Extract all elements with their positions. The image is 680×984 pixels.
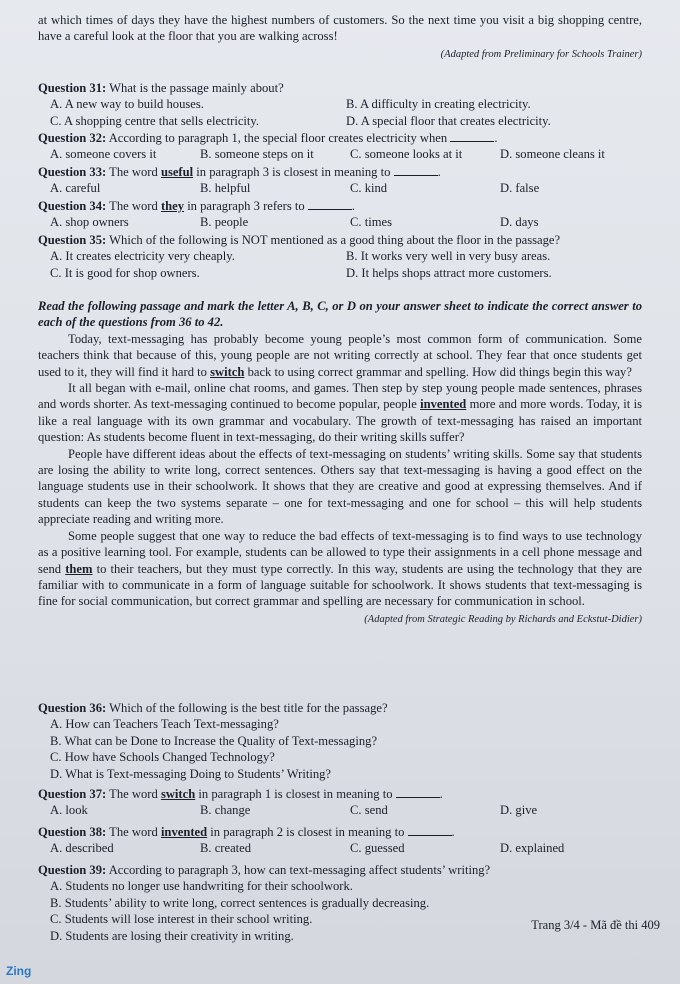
- q38-keyword: invented: [160, 825, 208, 839]
- q39-text: According to paragraph 3, how can text-messaging affect students’ writing?: [108, 863, 491, 877]
- q32-option-c[interactable]: C. someone looks at it: [350, 147, 463, 162]
- q35-option-b[interactable]: B. It works very well in very busy areas.: [346, 249, 551, 264]
- question-31: [38, 80, 642, 129]
- q33-option-a[interactable]: A. careful: [50, 181, 101, 196]
- q37-option-d[interactable]: D. give: [500, 803, 538, 818]
- answer-blank: [308, 199, 352, 210]
- answer-blank: [394, 165, 438, 176]
- q32-option-d[interactable]: D. someone cleans it: [500, 147, 605, 162]
- p2-keyword: invented: [420, 397, 467, 412]
- q38-option-c[interactable]: C. guessed: [350, 841, 405, 856]
- p4-keyword: them: [65, 561, 93, 576]
- q32-text: According to paragraph 1, the special floor creates electricity when: [108, 131, 448, 145]
- q31-option-d[interactable]: D. A special floor that creates electricity.: [346, 113, 551, 128]
- q35-option-c[interactable]: C. It is good for shop owners.: [50, 265, 200, 280]
- q39-option-b[interactable]: B. Students’ ability to write long, correct sentences is gradually decreasing.: [50, 895, 430, 910]
- q32-label: Question 32:: [38, 131, 107, 145]
- answer-blank: [396, 787, 440, 798]
- intro-text: at which times of days they have the highest numbers of customers. So the next time you visit a big shopping centre, have a careful look at the floor that you are walking across!: [38, 13, 642, 44]
- zing-logo: Zing: [6, 964, 32, 978]
- q35-label: Question 35:: [38, 233, 107, 247]
- q37-keyword: switch: [160, 787, 196, 801]
- q32-option-b[interactable]: B. someone steps on it: [200, 147, 314, 162]
- q33-label: Question 33:: [38, 165, 107, 179]
- q31-text: What is the passage mainly about?: [109, 81, 284, 95]
- q39-option-c[interactable]: C. Students will lose interest in their school writing.: [50, 912, 313, 927]
- q37-post: in paragraph 1 is closest in meaning to: [198, 787, 393, 801]
- source-note-2: (Adapted from Strategic Reading by Richards and Eckstut-Didier): [364, 613, 642, 625]
- q37-option-c[interactable]: C. send: [350, 803, 388, 818]
- section-instruction: Read the following passage and mark the letter A, B, C, or D on your answer sheet to indicate the correct answer to each of the questions from 36 to 42.: [38, 299, 642, 330]
- p1-text-a: Today, text-messaging has probably become young people’s most common form of communication. Some teachers think that because of this, young people are not writing correctly at school. They fear that once students get used to it, they will find it hard to: [38, 331, 642, 379]
- q35-option-d[interactable]: D. It helps shops attract more customers.: [346, 265, 552, 280]
- q31-option-a[interactable]: A. A new way to build houses.: [50, 97, 204, 112]
- q34-option-a[interactable]: A. shop owners: [50, 215, 129, 230]
- q33-keyword: useful: [160, 165, 194, 179]
- p4-text-b: to their teachers, but they must type correctly. In this way, students are using the technology that they are familiar with to communicate in a form of language suitable for schoolwork. It shows students that text-messaging is fine for social communication, but correct grammar and spelling are necessary for communication in school.: [38, 561, 642, 609]
- q39-label: Question 39:: [38, 863, 107, 877]
- p2-text-b: more and more words. Today, it is like a real language with its own grammar and vocabulary. The growth of text-messaging has raised an important question: As students become fluent in text-messaging, do their writing skills suffer?: [38, 397, 642, 445]
- q35-text: Which of the following is NOT mentioned as a good thing about the floor in the passage?: [109, 233, 561, 247]
- passage-paragraph-1: [38, 331, 642, 380]
- question-32: Question 32: According to paragraph 1, the special floor creates electricity when . A. someone covers it B. someone steps on it C. someone looks at it D. someone cleans it: [38, 130, 642, 163]
- q35-option-a[interactable]: A. It creates electricity very cheaply.: [50, 249, 235, 264]
- q33-option-b[interactable]: B. helpful: [200, 181, 251, 196]
- answer-blank: [408, 825, 452, 836]
- q37-option-a[interactable]: A. look: [50, 803, 88, 818]
- q34-option-d[interactable]: D. days: [500, 215, 539, 230]
- p2-text-a: It all began with e-mail, online chat rooms, and games. Then step by step young people made sentences, phrases and words shorter. As text-messaging continued to become popular, people: [38, 381, 642, 412]
- q36-label: Question 36:: [38, 701, 107, 715]
- p1-keyword: switch: [210, 364, 245, 379]
- question-34: Question 34: The word they in paragraph 3 refers to . A. shop owners B. people C. times D. days: [38, 198, 642, 231]
- q37-option-b[interactable]: B. change: [200, 803, 251, 818]
- q39-option-d[interactable]: D. Students are losing their creativity in writing.: [50, 928, 294, 943]
- question-35: [38, 232, 642, 281]
- q31-option-b[interactable]: B. A difficulty in creating electricity.: [346, 97, 531, 112]
- source-note-1: (Adapted from Preliminary for Schools Trainer): [440, 48, 642, 60]
- page-footer: Trang 3/4 - Mã đề thi 409: [531, 918, 660, 932]
- q33-option-c[interactable]: C. kind: [350, 181, 388, 196]
- q31-option-c[interactable]: C. A shopping centre that sells electricity.: [50, 113, 260, 128]
- q34-pre: The word: [109, 199, 158, 213]
- question-38: Question 38: The word invented in paragraph 2 is closest in meaning to . A. described B. created C. guessed D. explained: [38, 824, 642, 857]
- q39-option-a[interactable]: A. Students no longer use handwriting for their schoolwork.: [50, 879, 353, 894]
- q38-option-d[interactable]: D. explained: [500, 841, 565, 856]
- answer-blank: [450, 131, 494, 142]
- q36-text: Which of the following is the best title for the passage?: [109, 701, 388, 715]
- q38-pre: The word: [109, 825, 158, 839]
- q37-label: Question 37:: [38, 787, 107, 801]
- q36-option-a[interactable]: A. How can Teachers Teach Text-messaging?: [50, 717, 279, 732]
- q38-label: Question 38:: [38, 825, 107, 839]
- question-36: [38, 700, 642, 782]
- q34-post: in paragraph 3 refers to: [187, 199, 305, 213]
- p4-text-a: Some people suggest that one way to reduce the bad effects of text-messaging is to find ways to use technology as a positive learning tool. For example, students can be allowed to type their assignments in a cell phone message and send: [38, 528, 642, 576]
- reading-section: [38, 298, 642, 630]
- q34-option-b[interactable]: B. people: [200, 215, 249, 230]
- q34-option-c[interactable]: C. times: [350, 215, 392, 230]
- q36-option-d[interactable]: D. What is Text-messaging Doing to Students’ Writing?: [50, 766, 332, 781]
- question-37: Question 37: The word switch in paragraph 1 is closest in meaning to . A. look B. change C. send D. give: [38, 786, 642, 819]
- q37-pre: The word: [109, 787, 158, 801]
- q38-option-a[interactable]: A. described: [50, 841, 114, 856]
- q34-label: Question 34:: [38, 199, 107, 213]
- passage-paragraph-4: [38, 528, 642, 610]
- q38-option-b[interactable]: B. created: [200, 841, 252, 856]
- q33-pre: The word: [109, 165, 158, 179]
- p1-text-b: back to using correct grammar and spelling. How did things begin this way?: [247, 364, 632, 379]
- q33-option-d[interactable]: D. false: [500, 181, 540, 196]
- q36-option-c[interactable]: C. How have Schools Changed Technology?: [50, 750, 275, 765]
- q32-option-a[interactable]: A. someone covers it: [50, 147, 157, 162]
- question-33: Question 33: The word useful in paragraph 3 is closest in meaning to . A. careful B. helpful C. kind D. false: [38, 164, 642, 197]
- top-block: [38, 12, 642, 65]
- q31-label: Question 31:: [38, 81, 107, 95]
- q34-keyword: they: [160, 199, 185, 213]
- q38-post: in paragraph 2 is closest in meaning to: [210, 825, 405, 839]
- passage-paragraph-2: [38, 380, 642, 446]
- q33-post: in paragraph 3 is closest in meaning to: [196, 165, 391, 179]
- q36-option-b[interactable]: B. What can be Done to Increase the Quality of Text-messaging?: [50, 733, 378, 748]
- passage-paragraph-3: People have different ideas about the effects of text-messaging on students’ writing skills. Some say that students are losing the ability to write long, correct sentences. Others say that text-messaging is having a good effect on the language students use in their schoolwork. It shows that they are creative and good at expressing themselves. And if students can keep the two systems separate – one for text-messaging and one for school – this will help students appreciate reading and writing more.: [38, 446, 642, 527]
